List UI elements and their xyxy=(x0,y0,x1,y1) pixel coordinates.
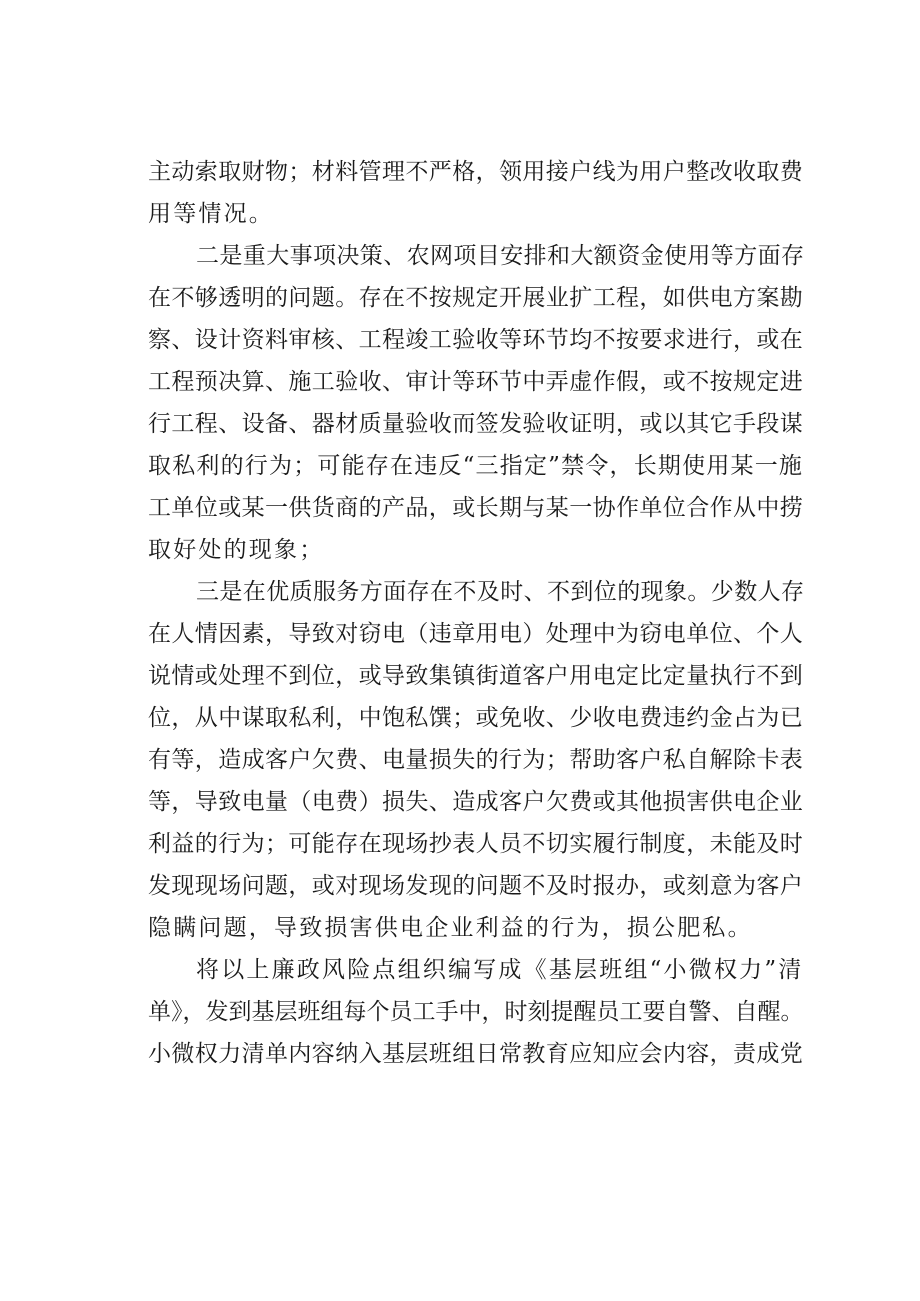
text-line: 小微权力清单内容纳入基层班组日常教育应知应会内容，责成党 xyxy=(148,1041,804,1067)
text-line: 主动索取财物；材料管理不严格，领用接户线为用户整改收取费 xyxy=(148,159,804,185)
text-line: 等，导致电量（电费）损失、造成客户欠费或其他损害供电企业 xyxy=(148,789,804,815)
text-line: 二是重大事项决策、农网项目安排和大额资金使用等方面存 xyxy=(196,243,805,269)
text-line: 说情或处理不到位，或导致集镇街道客户用电定比定量执行不到 xyxy=(148,663,804,689)
text-line: 取私利的行为；可能存在违反“三指定”禁令，长期使用某一施 xyxy=(148,453,804,479)
text-line: 单》，发到基层班组每个员工手中，时刻提醒员工要自警、自醒。 xyxy=(148,999,804,1025)
text-line: 发现现场问题，或对现场发现的问题不及时报办，或刻意为客户 xyxy=(148,873,804,899)
text-line: 在不够透明的问题。存在不按规定开展业扩工程，如供电方案勘 xyxy=(148,285,804,311)
document-body xyxy=(148,151,808,1075)
text-line: 取好处的现象； xyxy=(148,537,325,563)
text-line: 将以上廉政风险点组织编写成《基层班组“小微权力”清 xyxy=(196,957,804,983)
text-line: 利益的行为；可能存在现场抄表人员不切实履行制度，未能及时 xyxy=(148,831,804,857)
text-line: 位，从中谋取私利，中饱私馔；或免收、少收电费违约金占为已 xyxy=(148,705,804,731)
text-line: 工单位或某一供货商的产品，或长期与某一协作单位合作从中捞 xyxy=(148,495,804,521)
text-line: 隐瞒问题，导致损害供电企业利益的行为，损公肥私。 xyxy=(148,915,753,941)
text-line: 在人情因素，导致对窃电（违章用电）处理中为窃电单位、个人 xyxy=(148,621,804,647)
text-line: 有等，造成客户欠费、电量损失的行为；帮助客户私自解除卡表 xyxy=(148,747,804,773)
text-line: 察、设计资料审核、工程竣工验收等环节均不按要求进行，或在 xyxy=(148,327,804,353)
text-line: 用等情况。 xyxy=(148,201,274,227)
text-line: 工程预决算、施工验收、审计等环节中弄虚作假，或不按规定进 xyxy=(148,369,804,395)
text-line: 三是在优质服务方面存在不及时、不到位的现象。少数人存 xyxy=(196,579,805,605)
text-line: 行工程、设备、器材质量验收而签发验收证明，或以其它手段谋 xyxy=(148,411,804,437)
